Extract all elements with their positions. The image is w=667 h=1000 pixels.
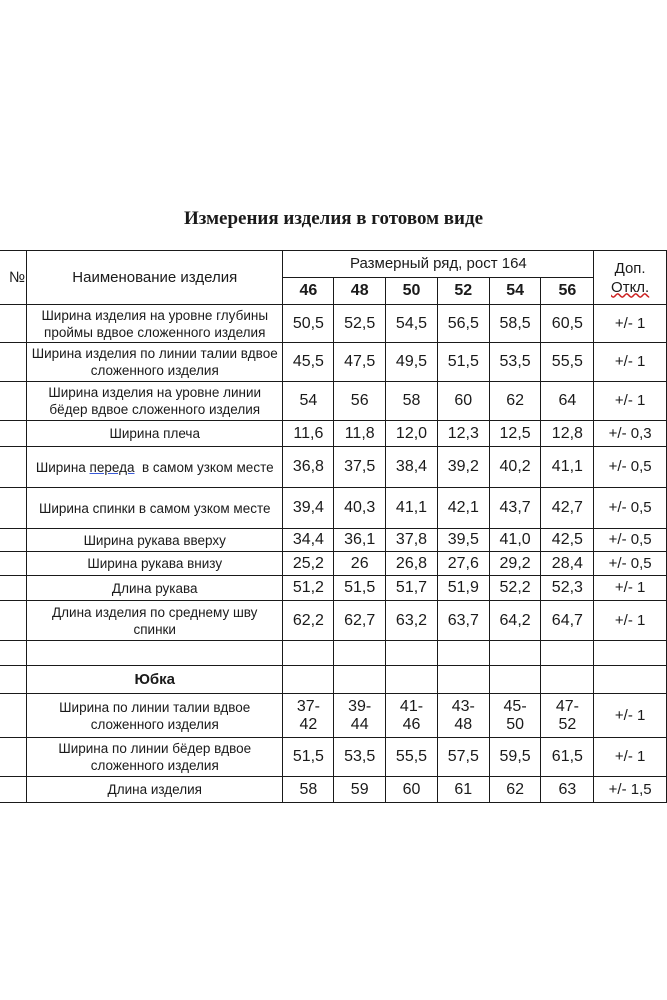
value-cell: 55,5 <box>386 738 438 777</box>
value-cell: 39,5 <box>437 529 489 552</box>
value-cell: 39,2 <box>437 447 489 488</box>
item-name <box>26 447 283 488</box>
value-line: 48 <box>454 715 473 733</box>
value-cell: 12,8 <box>541 421 594 447</box>
table-row <box>0 488 667 529</box>
table-row <box>0 382 667 421</box>
value-cell: 40,3 <box>334 488 386 529</box>
value-cell: 42,5 <box>541 529 594 552</box>
size-header: 52 <box>437 278 489 305</box>
value-line: 37- <box>296 697 320 715</box>
value-cell <box>437 694 489 738</box>
table-row <box>0 447 667 488</box>
row-num <box>0 343 26 382</box>
header-size-range: Размерный ряд, рост 164 <box>283 251 594 278</box>
value-cell: 41,1 <box>541 447 594 488</box>
value-cell: 41,1 <box>386 488 438 529</box>
value-cell: 50,5 <box>283 305 334 343</box>
row-num <box>0 738 26 777</box>
value-cell: 64 <box>541 382 594 421</box>
row-num <box>0 777 26 803</box>
table-row <box>0 343 667 382</box>
value-cell <box>489 694 541 738</box>
table-row <box>0 552 667 576</box>
tolerance-cell: +/- 0,5 <box>594 488 667 529</box>
value-line: 39- <box>348 697 372 715</box>
value-cell: 43,7 <box>489 488 541 529</box>
value-cell: 37,5 <box>334 447 386 488</box>
value-cell: 34,4 <box>283 529 334 552</box>
row-num <box>0 694 26 738</box>
value-cell: 56 <box>334 382 386 421</box>
table-row <box>0 576 667 601</box>
value-line: 44 <box>350 715 369 733</box>
value-cell: 62 <box>489 777 541 803</box>
tolerance-cell: +/- 1,5 <box>594 777 667 803</box>
value-cell: 60 <box>386 777 438 803</box>
item-name: Ширина спинки в самом узком месте <box>26 488 283 529</box>
table-row <box>0 529 667 552</box>
value-cell: 63,2 <box>386 601 438 641</box>
row-num <box>0 382 26 421</box>
value-cell: 61,5 <box>541 738 594 777</box>
value-cell: 26,8 <box>386 552 438 576</box>
value-cell: 55,5 <box>541 343 594 382</box>
row-num <box>0 601 26 641</box>
value-cell: 52,3 <box>541 576 594 601</box>
value-line: 47- <box>555 697 579 715</box>
value-line: 41- <box>399 697 424 715</box>
value-cell: 52,5 <box>334 305 386 343</box>
value-line: 43- <box>451 697 475 715</box>
table-row <box>0 694 667 738</box>
value-cell: 53,5 <box>489 343 541 382</box>
value-cell: 41,0 <box>489 529 541 552</box>
item-name: Ширина по линии талии вдвое сложенного изделия <box>26 694 283 738</box>
value-cell: 26 <box>334 552 386 576</box>
table-row <box>0 305 667 343</box>
tolerance-cell: +/- 1 <box>594 576 667 601</box>
header-tolerance <box>594 251 667 305</box>
item-name: Ширина рукава внизу <box>26 552 283 576</box>
tolerance-cell: +/- 1 <box>594 601 667 641</box>
tolerance-cell: +/- 0,5 <box>594 529 667 552</box>
value-cell: 29,2 <box>489 552 541 576</box>
value-cell: 42,1 <box>437 488 489 529</box>
header-name: Наименование изделия <box>26 251 283 305</box>
row-num <box>0 529 26 552</box>
item-name: Длина изделия <box>26 777 283 803</box>
value-line: 42 <box>299 715 318 733</box>
value-cell: 54 <box>283 382 334 421</box>
size-header: 48 <box>334 278 386 305</box>
value-cell: 28,4 <box>541 552 594 576</box>
value-cell <box>541 694 594 738</box>
value-cell: 38,4 <box>386 447 438 488</box>
value-cell: 51,9 <box>437 576 489 601</box>
item-name: Ширина изделия на уровне линии бёдер вдвое сложенного изделия <box>26 382 283 421</box>
value-cell: 54,5 <box>386 305 438 343</box>
value-line: 52 <box>558 715 577 733</box>
item-name: Ширина изделия на уровне глубины проймы вдвое сложенного изделия <box>26 305 283 343</box>
row-num <box>0 576 26 601</box>
value-line: 46 <box>402 715 421 733</box>
value-cell: 57,5 <box>437 738 489 777</box>
value-cell: 39,4 <box>283 488 334 529</box>
tolerance-cell: +/- 1 <box>594 305 667 343</box>
table-row <box>0 601 667 641</box>
value-cell: 11,6 <box>283 421 334 447</box>
value-cell: 12,3 <box>437 421 489 447</box>
header-num: № <box>0 251 26 305</box>
item-name: Ширина плеча <box>26 421 283 447</box>
size-header: 56 <box>541 278 594 305</box>
tolerance-cell: +/- 1 <box>594 343 667 382</box>
value-cell <box>386 694 438 738</box>
header-row <box>0 251 667 278</box>
value-cell: 63 <box>541 777 594 803</box>
tolerance-cell: +/- 0,5 <box>594 447 667 488</box>
value-line: 50 <box>506 715 524 733</box>
measurements-table <box>0 250 667 803</box>
value-cell: 64,2 <box>489 601 541 641</box>
item-name: Длина изделия по среднему шву спинки <box>26 601 283 641</box>
value-cell: 25,2 <box>283 552 334 576</box>
value-cell: 12,0 <box>386 421 438 447</box>
tolerance-cell: +/- 0,5 <box>594 552 667 576</box>
tolerance-cell: +/- 1 <box>594 382 667 421</box>
value-cell: 51,5 <box>283 738 334 777</box>
value-cell: 53,5 <box>334 738 386 777</box>
empty-row <box>0 641 667 666</box>
item-name: Ширина рукава вверху <box>26 529 283 552</box>
value-cell: 60,5 <box>541 305 594 343</box>
value-cell: 49,5 <box>386 343 438 382</box>
value-cell: 27,6 <box>437 552 489 576</box>
value-cell: 36,1 <box>334 529 386 552</box>
tolerance-cell: +/- 0,3 <box>594 421 667 447</box>
value-cell: 59,5 <box>489 738 541 777</box>
page-title: Измерения изделия в готовом виде <box>183 208 484 229</box>
row-num <box>0 447 26 488</box>
value-cell: 51,7 <box>386 576 438 601</box>
value-cell <box>334 694 386 738</box>
value-cell: 58 <box>386 382 438 421</box>
value-cell: 62,2 <box>283 601 334 641</box>
row-num <box>0 305 26 343</box>
tolerance-cell: +/- 1 <box>594 738 667 777</box>
value-cell: 51,2 <box>283 576 334 601</box>
value-cell: 62 <box>489 382 541 421</box>
size-header: 54 <box>489 278 541 305</box>
table-row <box>0 421 667 447</box>
value-cell: 11,8 <box>334 421 386 447</box>
value-line: 45- <box>503 697 527 715</box>
value-cell: 51,5 <box>334 576 386 601</box>
value-cell: 40,2 <box>489 447 541 488</box>
row-num <box>0 552 26 576</box>
value-cell: 62,7 <box>334 601 386 641</box>
value-cell: 37,8 <box>386 529 438 552</box>
table-row <box>0 777 667 803</box>
section-title: Юбка <box>26 666 283 694</box>
value-cell: 61 <box>437 777 489 803</box>
section-row <box>0 666 667 694</box>
size-header: 50 <box>386 278 438 305</box>
value-cell: 56,5 <box>437 305 489 343</box>
item-name: Ширина по линии бёдер вдвое сложенного изделия <box>26 738 283 777</box>
value-cell <box>283 694 334 738</box>
item-name-underlined: переда <box>89 459 135 475</box>
item-name-part: Ширина <box>35 459 90 475</box>
header-dop: Доп. <box>614 259 646 277</box>
value-cell: 64,7 <box>541 601 594 641</box>
value-cell: 42,7 <box>541 488 594 529</box>
row-num <box>0 421 26 447</box>
tolerance-cell: +/- 1 <box>594 694 667 738</box>
value-cell: 12,5 <box>489 421 541 447</box>
value-cell: 52,2 <box>489 576 541 601</box>
value-cell: 59 <box>334 777 386 803</box>
value-cell: 45,5 <box>283 343 334 382</box>
header-otkl: Откл. <box>611 278 650 296</box>
item-name: Ширина изделия по линии талии вдвое сложенного изделия <box>26 343 283 382</box>
size-header: 46 <box>283 278 334 305</box>
value-cell: 51,5 <box>437 343 489 382</box>
value-cell: 58 <box>283 777 334 803</box>
value-cell: 47,5 <box>334 343 386 382</box>
value-cell: 58,5 <box>489 305 541 343</box>
value-cell: 60 <box>437 382 489 421</box>
table-row <box>0 738 667 777</box>
item-name-part: в самом узком месте <box>134 459 274 475</box>
row-num <box>0 488 26 529</box>
value-cell: 36,8 <box>283 447 334 488</box>
value-cell: 63,7 <box>437 601 489 641</box>
item-name: Длина рукава <box>26 576 283 601</box>
